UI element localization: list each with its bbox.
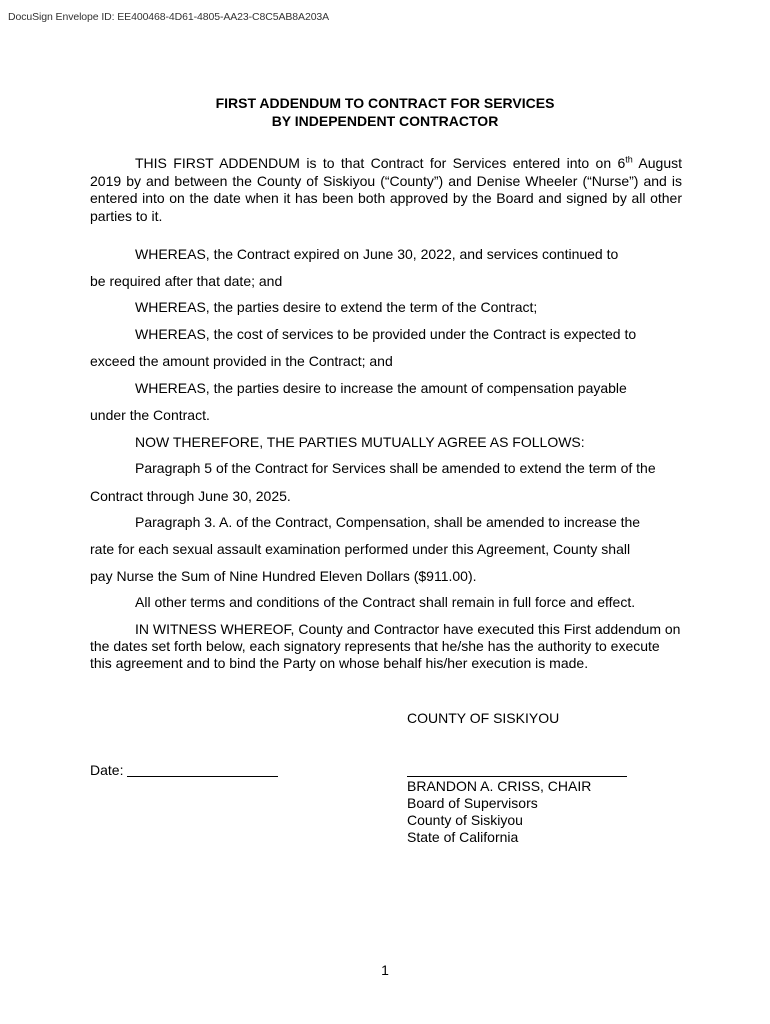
recital-4-line-2: under the Contract. (90, 407, 210, 423)
now-therefore-clause: NOW THEREFORE, THE PARTIES MUTUALLY AGREE AS FOLLOWS: (135, 434, 585, 450)
recital-2: WHEREAS, the parties desire to extend the term of the Contract; (135, 299, 538, 315)
paragraph-5-line-1: Paragraph 5 of the Contract for Services shall be amended to extend the term of the (135, 460, 656, 476)
signer-state: State of California (407, 829, 519, 845)
signer-county: County of Siskiyou (407, 812, 523, 828)
paragraph-3a-line-1: Paragraph 3. A. of the Contract, Compensation, shall be amended to increase the (135, 514, 641, 530)
page-number: 1 (381, 962, 389, 978)
chair-signature-line[interactable] (407, 776, 627, 777)
recital-1-line-2: be required after that date; and (90, 273, 283, 289)
county-label: COUNTY OF SISKIYOU (407, 710, 560, 726)
recital-4-line-1: WHEREAS, the parties desire to increase the amount of compensation payable (135, 380, 627, 396)
intro-paragraph (90, 155, 682, 225)
recital-3-line-2: exceed the amount provided in the Contract; and (90, 353, 393, 369)
document-title-line2: BY INDEPENDENT CONTRACTOR (271, 113, 499, 129)
docusign-envelope-id: DocuSign Envelope ID: EE400468-4D61-4805-AA23-C8C5AB8A203A (8, 11, 330, 23)
document-title-line1: FIRST ADDENDUM TO CONTRACT FOR SERVICES (215, 95, 555, 111)
paragraph-5-line-2: Contract through June 30, 2025. (90, 488, 291, 504)
intro-superscript: th (625, 154, 633, 165)
recital-3-line-1: WHEREAS, the cost of services to be provided under the Contract is expected to (135, 326, 637, 342)
intro-text-start: THIS FIRST ADDENDUM is to that Contract for Services entered into on 6 (135, 155, 626, 171)
recital-1-line-1: WHEREAS, the Contract expired on June 30, 2022, and services continued to (135, 246, 619, 262)
date-signature-line[interactable] (127, 776, 278, 777)
signer-board: Board of Supervisors (407, 795, 538, 811)
signer-name: BRANDON A. CRISS, CHAIR (407, 778, 592, 794)
intro-text-end: August 2019 by and between the County of Siskiyou (“County”) and Denise Wheeler (“Nurse”) and is entered into on the date when it has been both approved by the Board and signed by all other parties to it. (90, 155, 682, 224)
date-label: Date: (90, 762, 124, 778)
witness-paragraph: IN WITNESS WHEREOF, County and Contractor have executed this First addendum on the dates set forth below, each signatory represents that he/she has the authority to execute this agreement and to bind the Party on whose behalf his/her execution is made. (90, 621, 681, 671)
paragraph-3a-line-2: rate for each sexual assault examination performed under this Agreement, County shall (90, 541, 631, 557)
other-terms-clause: All other terms and conditions of the Contract shall remain in full force and effect. (135, 594, 636, 610)
paragraph-3a-line-3: pay Nurse the Sum of Nine Hundred Eleven Dollars ($911.00). (90, 568, 477, 584)
